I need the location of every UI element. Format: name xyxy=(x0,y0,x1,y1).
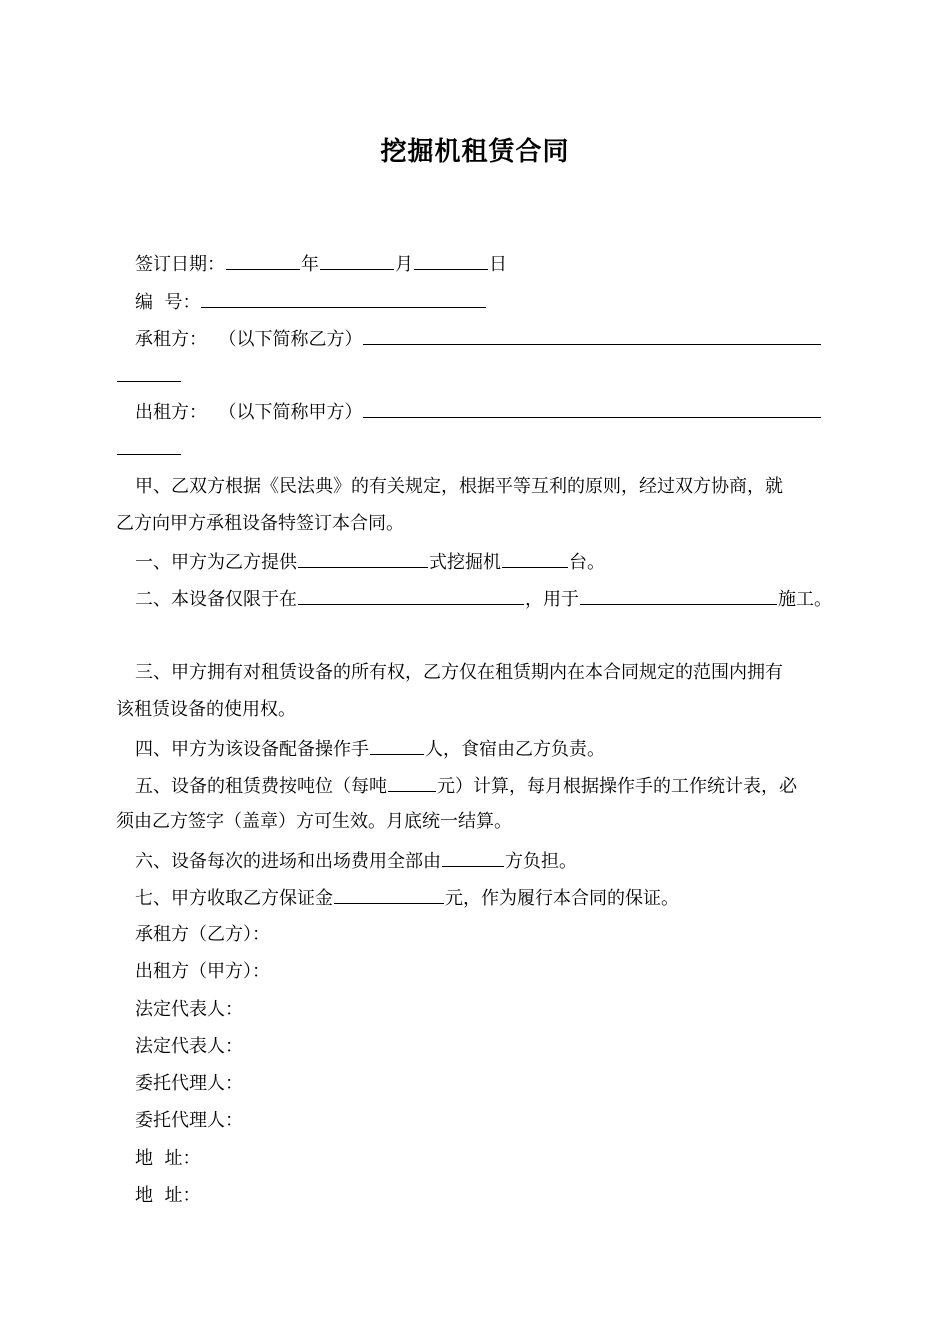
clause-7 xyxy=(135,884,679,912)
lessee-line xyxy=(135,325,822,353)
intro-paragraph-line-2: 乙方向甲方承租设备特签订本合同。 xyxy=(116,513,404,534)
clause-1-text-c: 台。 xyxy=(569,552,605,573)
clause-3-line-1: 三、甲方拥有对租赁设备的所有权，乙方仅在租赁期内在本合同规定的范围内拥有 xyxy=(135,662,783,683)
lessor-name-blank[interactable] xyxy=(363,398,821,418)
clause-4-text-a: 四、甲方为该设备配备操作手 xyxy=(135,739,369,760)
clause-5-line-1 xyxy=(135,772,797,800)
lessor-line-continued xyxy=(116,435,182,463)
lessor-signature-label: 出租方（甲方）： xyxy=(135,961,270,982)
clause-5-text-b: 元）计算，每月根据操作手的工作统计表，必 xyxy=(437,776,797,797)
clause-6-text-a: 六、设备每次的进场和出场费用全部由 xyxy=(135,851,441,872)
clause-4 xyxy=(135,735,605,763)
year-blank[interactable] xyxy=(226,250,300,270)
usage-location-blank[interactable] xyxy=(298,585,524,605)
excavator-model-blank[interactable] xyxy=(298,548,428,568)
responsible-party-blank[interactable] xyxy=(442,847,504,867)
legal-representative-label-2: 法定代表人： xyxy=(135,1036,243,1057)
month-label: 月 xyxy=(395,254,413,275)
clause-2 xyxy=(135,585,832,613)
excavator-quantity-blank[interactable] xyxy=(502,548,568,568)
day-blank[interactable] xyxy=(414,250,488,270)
intro-paragraph-line-1: 甲、乙双方根据《民法典》的有关规定，根据平等互利的原则，经过双方协商，就 xyxy=(135,476,783,497)
clause-7-text-a: 七、甲方收取乙方保证金 xyxy=(135,888,333,909)
day-label: 日 xyxy=(489,254,507,275)
month-blank[interactable] xyxy=(320,250,394,270)
clause-6-text-b: 方负担。 xyxy=(505,851,577,872)
lessee-signature-label: 承租方（乙方）： xyxy=(135,924,270,945)
lessee-name-blank-continued[interactable] xyxy=(117,362,181,382)
page-title: 挖掘机租赁合同 xyxy=(380,137,570,167)
clause-2-text-c: 施工。 xyxy=(778,589,832,610)
deposit-amount-blank[interactable] xyxy=(334,884,444,904)
price-per-ton-blank[interactable] xyxy=(388,772,436,792)
clause-6 xyxy=(135,847,577,875)
clause-1-text-b: 式挖掘机 xyxy=(429,552,501,573)
lessee-label: 承租方： （以下简称乙方） xyxy=(135,329,363,350)
clause-3-line-2: 该租赁设备的使用权。 xyxy=(116,699,296,720)
year-label: 年 xyxy=(301,254,319,275)
clause-5-line-2: 须由乙方签字（盖章）方可生效。月底统一结算。 xyxy=(116,811,512,832)
clause-1 xyxy=(135,548,605,576)
lessor-label: 出租方： （以下简称甲方） xyxy=(135,402,363,423)
clause-7-text-b: 元，作为履行本合同的保证。 xyxy=(445,888,679,909)
clause-1-text-a: 一、甲方为乙方提供 xyxy=(135,552,297,573)
contract-number-line xyxy=(135,288,487,316)
clause-2-text-a: 二、本设备仅限于在 xyxy=(135,589,297,610)
address-label-1: 地 址： xyxy=(135,1148,201,1169)
lessee-line-continued xyxy=(116,362,182,390)
number-label: 编 号： xyxy=(135,292,201,313)
legal-representative-label-1: 法定代表人： xyxy=(135,999,243,1020)
clause-2-text-b: ，用于 xyxy=(525,589,579,610)
date-label: 签订日期： xyxy=(135,254,225,275)
address-label-2: 地 址： xyxy=(135,1185,201,1206)
clause-4-text-b: 人，食宿由乙方负责。 xyxy=(425,739,605,760)
clause-5-text-a: 五、设备的租赁费按吨位（每吨 xyxy=(135,776,387,797)
usage-purpose-blank[interactable] xyxy=(580,585,777,605)
contract-number-blank[interactable] xyxy=(201,288,486,308)
operator-count-blank[interactable] xyxy=(370,735,424,755)
lessor-name-blank-continued[interactable] xyxy=(117,435,181,455)
signing-date-line xyxy=(135,250,507,278)
authorized-agent-label-1: 委托代理人： xyxy=(135,1073,243,1094)
lessee-name-blank[interactable] xyxy=(363,325,821,345)
authorized-agent-label-2: 委托代理人： xyxy=(135,1110,243,1131)
lessor-line xyxy=(135,398,822,426)
